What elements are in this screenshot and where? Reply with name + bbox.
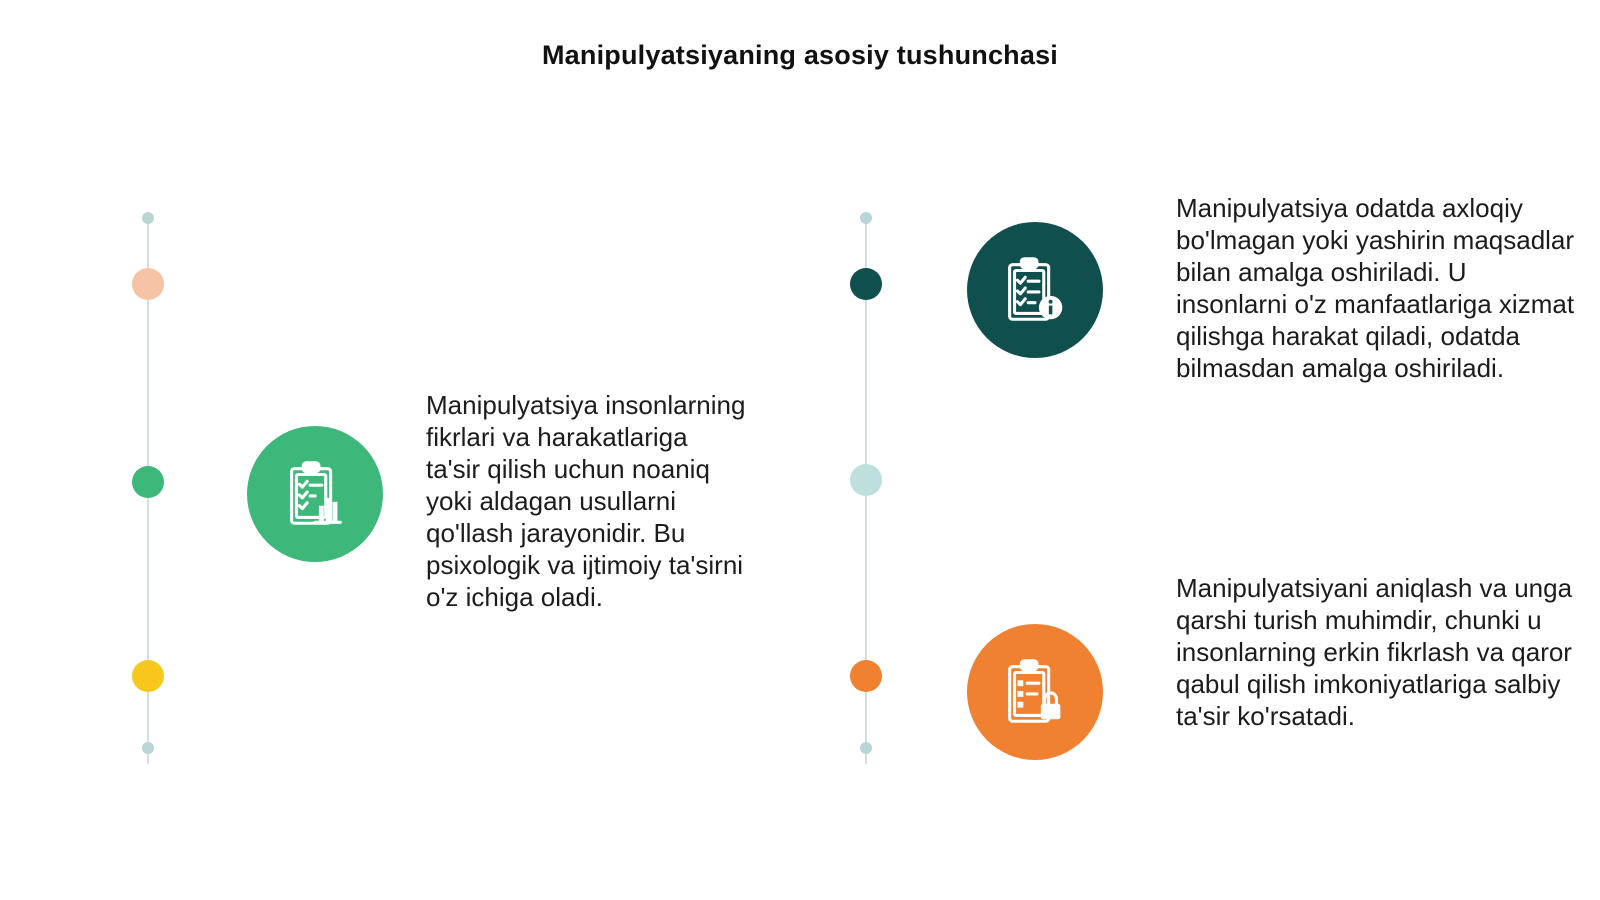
timeline-start-dot bbox=[860, 212, 872, 224]
timeline-start-dot bbox=[142, 212, 154, 224]
timeline-node-light-teal bbox=[850, 464, 882, 496]
right-bottom-description: Manipulyatsiyani aniqlash va unga qarshi turish muhimdir, chunki u insonlarning erkin fikrlash va qaror qabul qilish imkoniyatlariga salbiy ta'sir ko'rsatadi. bbox=[1176, 573, 1573, 731]
timeline-node-green bbox=[132, 466, 164, 498]
page-title: Manipulyatsiyaning asosiy tushunchasi bbox=[541, 40, 1059, 70]
timeline-end-dot bbox=[860, 742, 872, 754]
left-description: Manipulyatsiya insonlarning fikrlari va harakatlariga ta'sir qilish uchun noaniq yoki aldagan usullarni qo'llash jarayonidir. Bu psixologik va ijtimoiy ta'sirni o'z ichiga oladi. bbox=[426, 390, 746, 612]
timeline-end-dot bbox=[142, 742, 154, 754]
timeline-node-dark-teal bbox=[850, 268, 882, 300]
clipboard-lock-icon bbox=[967, 624, 1103, 760]
right-top-description: Manipulyatsiya odatda axloqiy bo'lmagan yoki yashirin maqsadlar bilan amalga oshiriladi. U insonlarni o'z manfaatlariga xizmat qilishga harakat qiladi, odatda bilmasdan amalga oshiriladi. bbox=[1176, 193, 1575, 383]
clipboard-chart-icon bbox=[247, 426, 383, 562]
timeline-left bbox=[140, 212, 156, 770]
timeline-node-yellow bbox=[132, 660, 164, 692]
timeline-node-orange bbox=[850, 660, 882, 692]
clipboard-info-icon bbox=[967, 222, 1103, 358]
timeline-node-peach bbox=[132, 268, 164, 300]
timeline-right bbox=[858, 212, 874, 770]
